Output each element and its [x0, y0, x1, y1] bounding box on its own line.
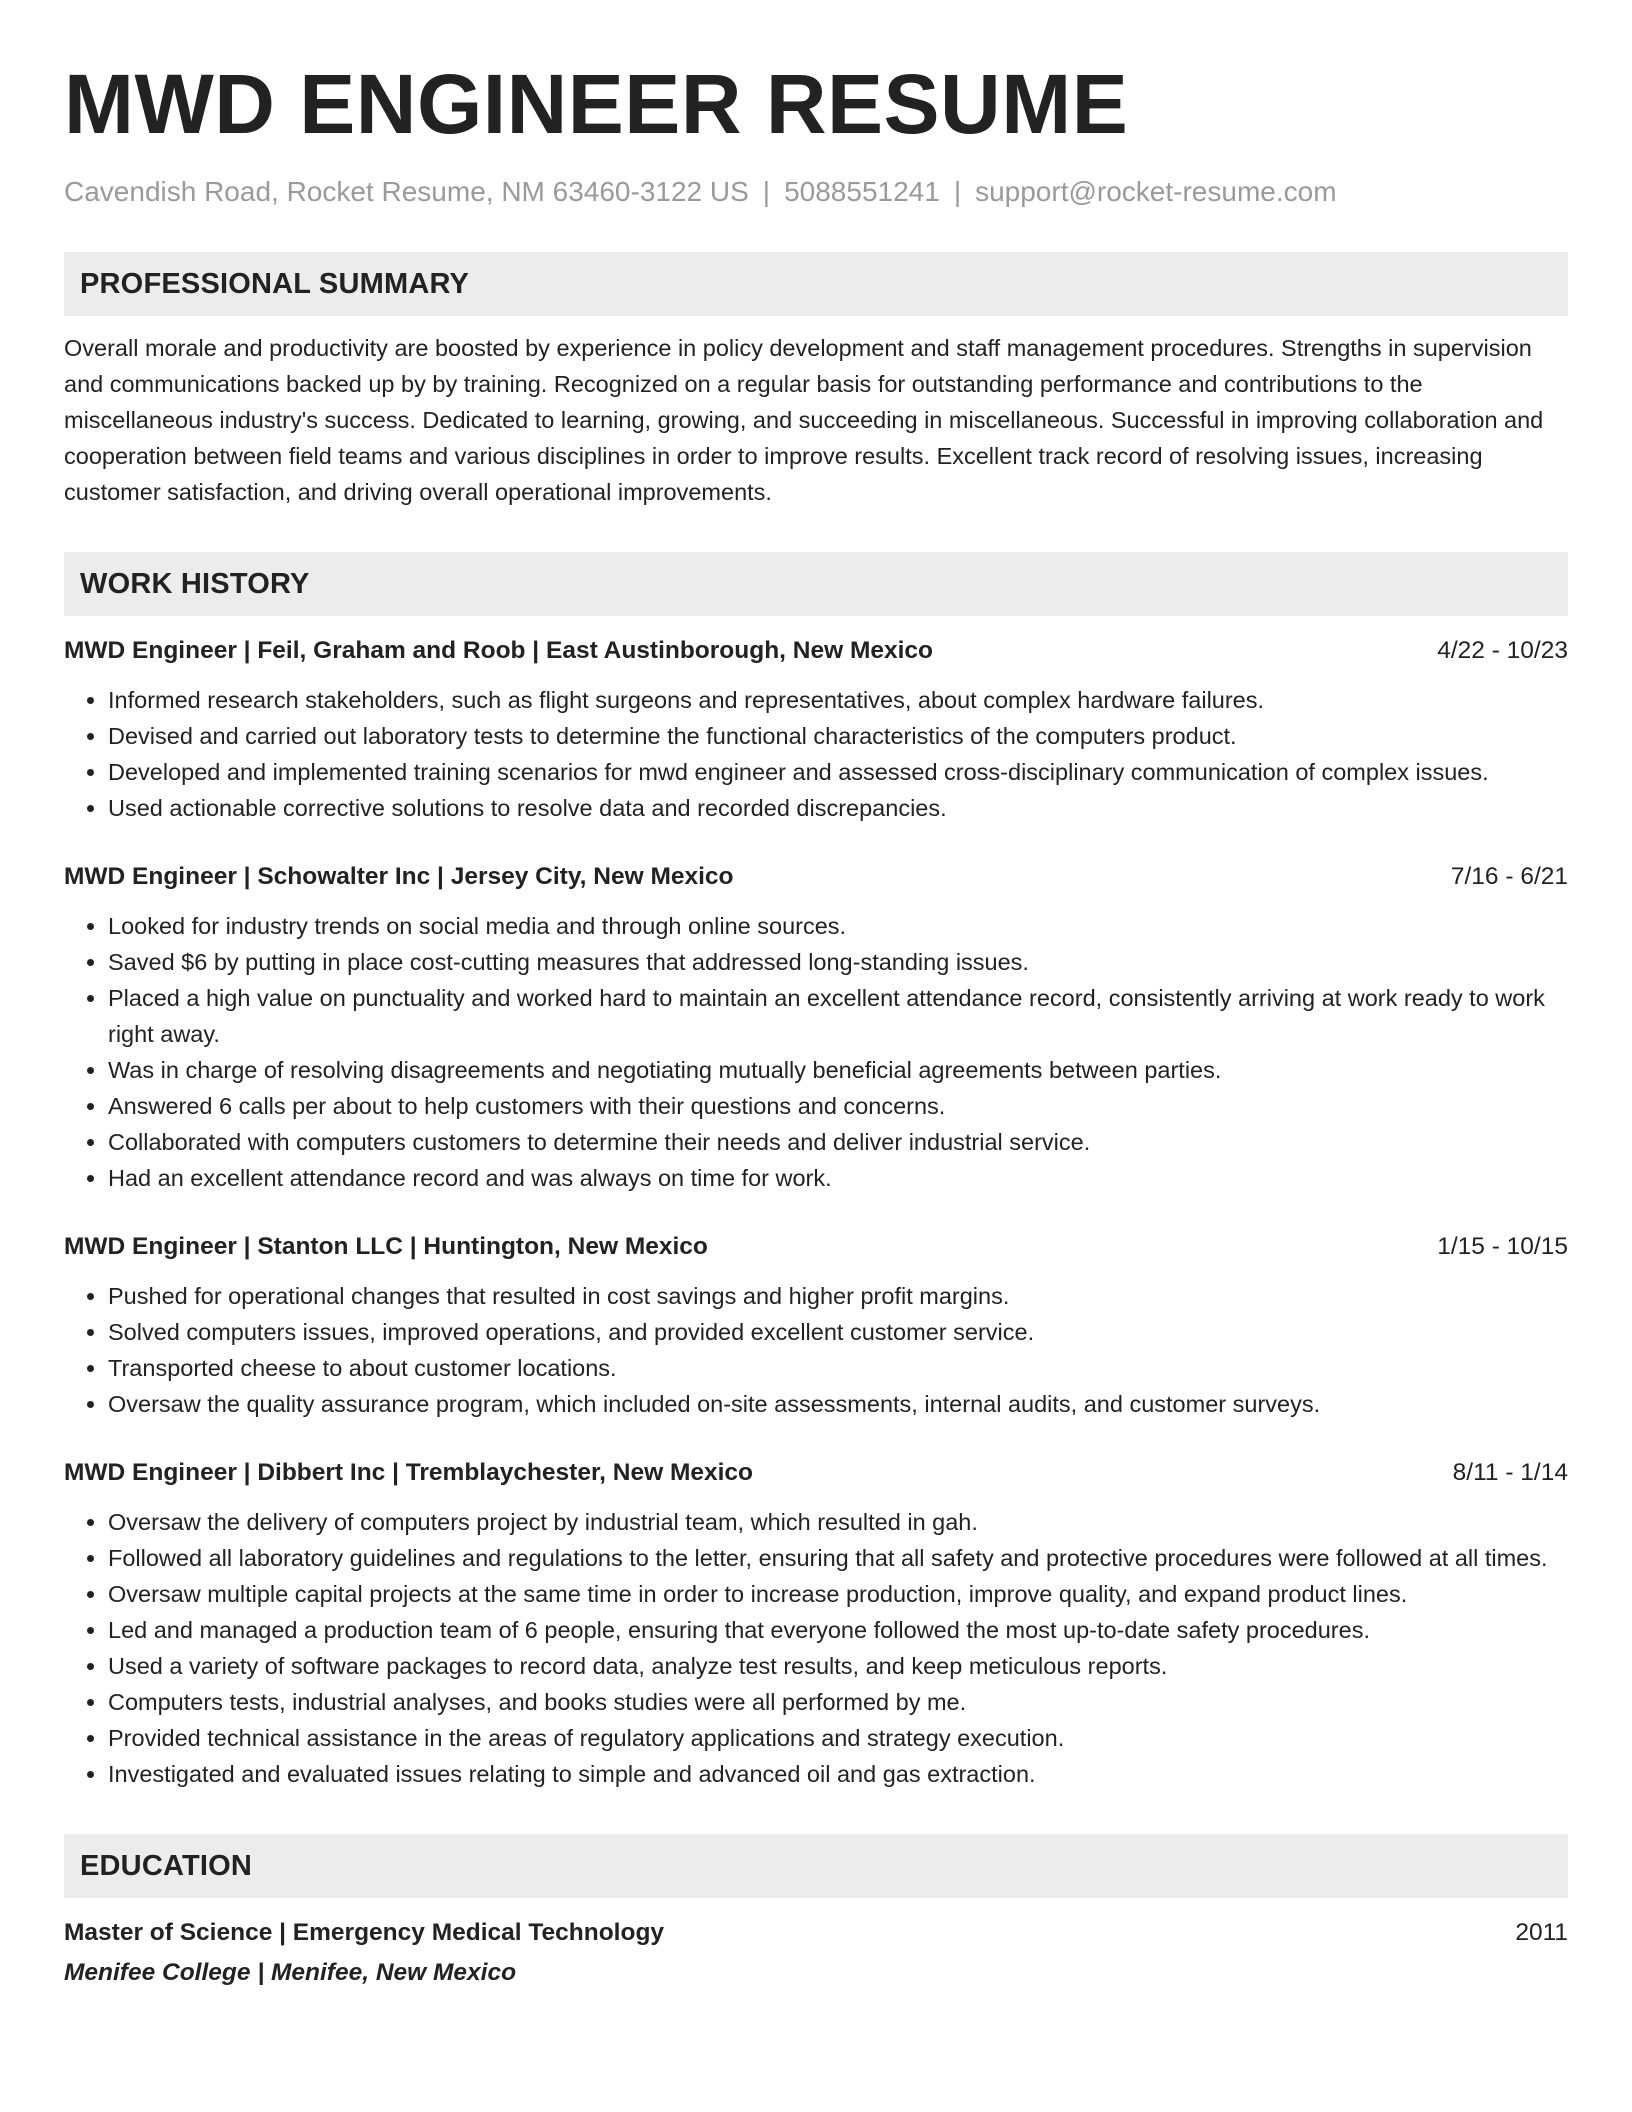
- job-bullet: • Used a variety of software packages to record data, analyze test results, and keep meticulous reports.: [108, 1648, 1568, 1684]
- section-header-work-history: WORK HISTORY: [64, 552, 1568, 616]
- job-entry: [64, 1230, 1568, 1422]
- job-bullet-list: [64, 1278, 1568, 1422]
- job-bullet: • Investigated and evaluated issues relating to simple and advanced oil and gas extraction.: [108, 1756, 1568, 1792]
- contact-line: [64, 174, 1568, 210]
- job-dates: 7/16 - 6/21: [1450, 863, 1568, 890]
- job-bullet: • Developed and implemented training scenarios for mwd engineer and assessed cross-disciplinary communication of complex issues.: [108, 754, 1568, 790]
- job-bullet: • Solved computers issues, improved operations, and provided excellent customer service.: [108, 1314, 1568, 1350]
- education-school: Menifee College | Menifee, New Mexico: [64, 1959, 517, 1986]
- job-bullet: • Followed all laboratory guidelines and regulations to the letter, ensuring that all safety and protective procedures were followed at all times.: [108, 1540, 1568, 1576]
- education-entry: [64, 1916, 1568, 1990]
- job-title: MWD Engineer | Schowalter Inc | Jersey City, New Mexico: [64, 863, 734, 890]
- job-bullet-list: [64, 1504, 1568, 1792]
- section-header-summary: PROFESSIONAL SUMMARY: [64, 252, 1568, 316]
- job-bullet: • Provided technical assistance in the areas of regulatory applications and strategy execution.: [108, 1720, 1568, 1756]
- job-bullet: • Oversaw the delivery of computers project by industrial team, which resulted in gah.: [108, 1504, 1568, 1540]
- contact-phone: 5088551241: [784, 176, 940, 207]
- job-bullet: • Looked for industry trends on social media and through online sources.: [108, 908, 1568, 944]
- job-title: MWD Engineer | Stanton LLC | Huntington, New Mexico: [64, 1233, 708, 1260]
- education-head: [64, 1916, 1568, 1950]
- job-head: [64, 1230, 1568, 1264]
- job-entry: [64, 1456, 1568, 1792]
- work-history-list: [64, 634, 1568, 1792]
- job-bullet: • Computers tests, industrial analyses, and books studies were all performed by me.: [108, 1684, 1568, 1720]
- contact-address: Cavendish Road, Rocket Resume, NM 63460-3122 US: [64, 176, 749, 207]
- summary-text: Overall morale and productivity are boosted by experience in policy development and staff management procedures. Strengths in supervision and communications backed up by by training. Recognized on a regular basis for outstanding performance and contributions to the miscellaneous industry's success. Dedicated to learning, growing, and succeeding in miscellaneous. Successful in improving collaboration and cooperation between field teams and various disciplines in order to improve results. Excellent track record of resolving issues, increasing customer satisfaction, and driving overall operational improvements.: [64, 335, 1544, 505]
- job-entry: [64, 860, 1568, 1196]
- job-bullet: • Informed research stakeholders, such as flight surgeons and representatives, about complex hardware failures.: [108, 682, 1568, 718]
- job-bullet: • Led and managed a production team of 6 people, ensuring that everyone followed the most up-to-date safety procedures.: [108, 1612, 1568, 1648]
- contact-email: support@rocket-resume.com: [975, 176, 1337, 207]
- job-title: MWD Engineer | Feil, Graham and Roob | East Austinborough, New Mexico: [64, 637, 934, 664]
- job-bullet: • Had an excellent attendance record and was always on time for work.: [108, 1160, 1568, 1196]
- job-head: [64, 860, 1568, 894]
- job-bullet: • Collaborated with computers customers to determine their needs and deliver industrial service.: [108, 1124, 1568, 1160]
- education-degree: Master of Science | Emergency Medical Technology: [64, 1919, 665, 1946]
- job-dates: 1/15 - 10/15: [1437, 1233, 1568, 1260]
- education-year: 2011: [1515, 1919, 1568, 1946]
- job-bullet-list: [64, 682, 1568, 826]
- job-bullet-list: [64, 908, 1568, 1196]
- job-dates: 4/22 - 10/23: [1437, 637, 1568, 664]
- job-head: [64, 1456, 1568, 1490]
- job-bullet: • Saved $6 by putting in place cost-cutting measures that addressed long-standing issues.: [108, 944, 1568, 980]
- job-bullet: • Oversaw the quality assurance program, which included on-site assessments, internal audits, and customer surveys.: [108, 1386, 1568, 1422]
- job-dates: 8/11 - 1/14: [1452, 1459, 1568, 1486]
- job-bullet: • Pushed for operational changes that resulted in cost savings and higher profit margins.: [108, 1278, 1568, 1314]
- job-bullet: • Oversaw multiple capital projects at the same time in order to increase production, improve quality, and expand product lines.: [108, 1576, 1568, 1612]
- job-bullet: • Devised and carried out laboratory tests to determine the functional characteristics of the computers product.: [108, 718, 1568, 754]
- job-bullet: • Was in charge of resolving disagreements and negotiating mutually beneficial agreements between parties.: [108, 1052, 1568, 1088]
- resume-title: MWD ENGINEER RESUME: [64, 57, 1129, 151]
- contact-separator: |: [953, 176, 962, 207]
- job-title: MWD Engineer | Dibbert Inc | Tremblaychester, New Mexico: [64, 1459, 754, 1486]
- job-bullet: • Transported cheese to about customer locations.: [108, 1350, 1568, 1386]
- job-head: [64, 634, 1568, 668]
- job-bullet: • Answered 6 calls per about to help customers with their questions and concerns.: [108, 1088, 1568, 1124]
- section-header-education: EDUCATION: [64, 1834, 1568, 1898]
- job-entry: [64, 634, 1568, 826]
- job-bullet: • Placed a high value on punctuality and worked hard to maintain an excellent attendance record, consistently arriving at work ready to work right away.: [108, 980, 1568, 1052]
- contact-separator: |: [762, 176, 771, 207]
- job-bullet: • Used actionable corrective solutions to resolve data and recorded discrepancies.: [108, 790, 1568, 826]
